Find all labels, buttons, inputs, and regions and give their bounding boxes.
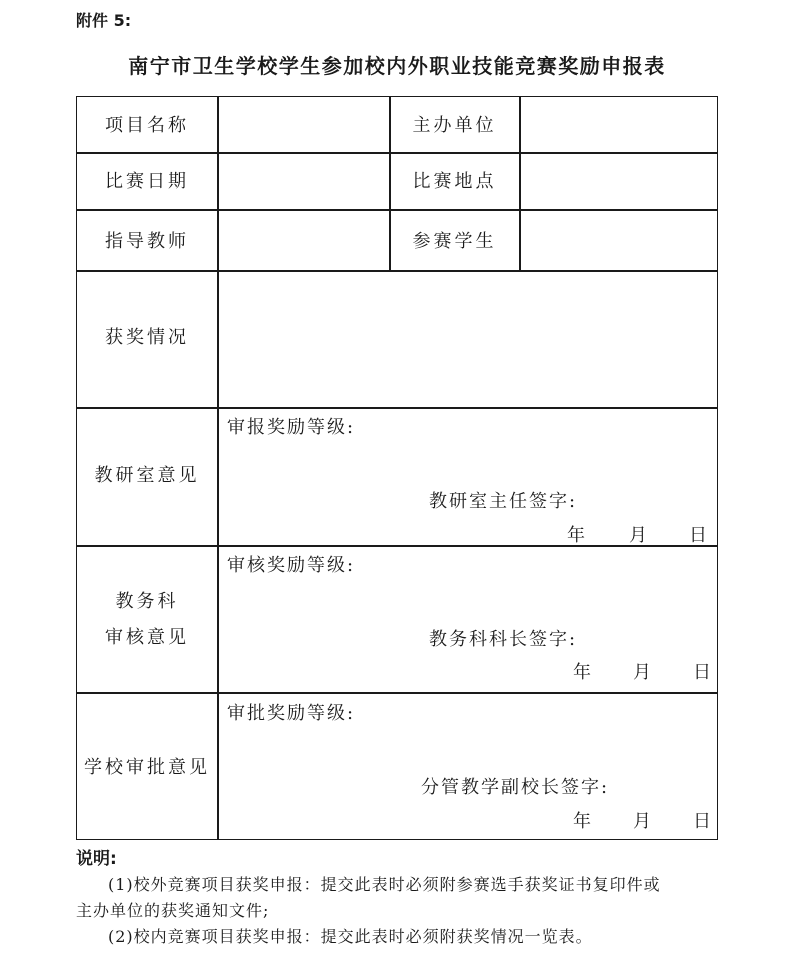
competition-venue-field[interactable] xyxy=(521,154,717,209)
research-date-day: 日 xyxy=(689,525,707,546)
school-date-month: 月 xyxy=(633,811,651,832)
application-form-table xyxy=(76,96,718,840)
academic-date-month: 月 xyxy=(633,662,651,683)
instructions-notes xyxy=(76,846,756,950)
school-date-year: 年 xyxy=(573,811,591,832)
academic-date-day: 日 xyxy=(693,662,711,683)
row-divider xyxy=(77,407,717,409)
award-status-field[interactable] xyxy=(219,272,717,407)
competition-date-field[interactable] xyxy=(219,154,389,209)
label-award-status: 获奖情况 xyxy=(105,327,189,348)
school-date-day: 日 xyxy=(693,811,711,832)
notes-heading: 说明: xyxy=(76,849,117,869)
label-school-approval-opinion: 学校审批意见 xyxy=(84,757,210,778)
label-instructor: 指导教师 xyxy=(105,231,189,252)
label-competition-date: 比赛日期 xyxy=(105,171,189,192)
label-participants: 参赛学生 xyxy=(412,231,497,252)
row-divider xyxy=(77,545,717,547)
label-project-name: 项目名称 xyxy=(105,115,189,136)
vice-principal-signature-label: 分管教学副校长签字: xyxy=(421,777,610,798)
academic-date-year: 年 xyxy=(573,662,591,683)
note-line: (2)校内竞赛项目获奖申报：提交此表时必须附获奖情况一览表。 xyxy=(108,927,593,946)
research-date-month: 月 xyxy=(629,525,647,546)
project-name-field[interactable] xyxy=(219,97,389,152)
note-line: 主办单位的获奖通知文件; xyxy=(76,901,270,920)
research-director-signature-label: 教研室主任签字: xyxy=(429,491,578,512)
label-organizer: 主办单位 xyxy=(412,115,497,136)
research-date-year: 年 xyxy=(567,525,585,546)
label-competition-venue: 比赛地点 xyxy=(412,171,497,192)
note-line: (1)校外竞赛项目获奖申报：提交此表时必须附参赛选手获奖证书复印件或 xyxy=(108,875,661,894)
label-research-office-opinion: 教研室意见 xyxy=(94,465,200,486)
label-academic-affairs-line2: 审核意见 xyxy=(105,627,189,648)
academic-award-level-label: 审核奖励等级: xyxy=(227,555,356,576)
participants-field[interactable] xyxy=(521,211,717,270)
organizer-field[interactable] xyxy=(521,97,717,152)
academic-chief-signature-label: 教务科科长签字: xyxy=(429,629,578,650)
attachment-number: 附件 5: xyxy=(76,11,132,30)
row-divider xyxy=(77,692,717,694)
instructor-field[interactable] xyxy=(219,211,389,270)
label-academic-affairs-line1: 教务科 xyxy=(115,591,179,612)
research-award-level-label: 审报奖励等级: xyxy=(227,417,356,438)
school-award-level-label: 审批奖励等级: xyxy=(227,703,356,724)
form-title: 南宁市卫生学校学生参加校内外职业技能竞赛奖励申报表 xyxy=(128,54,666,78)
